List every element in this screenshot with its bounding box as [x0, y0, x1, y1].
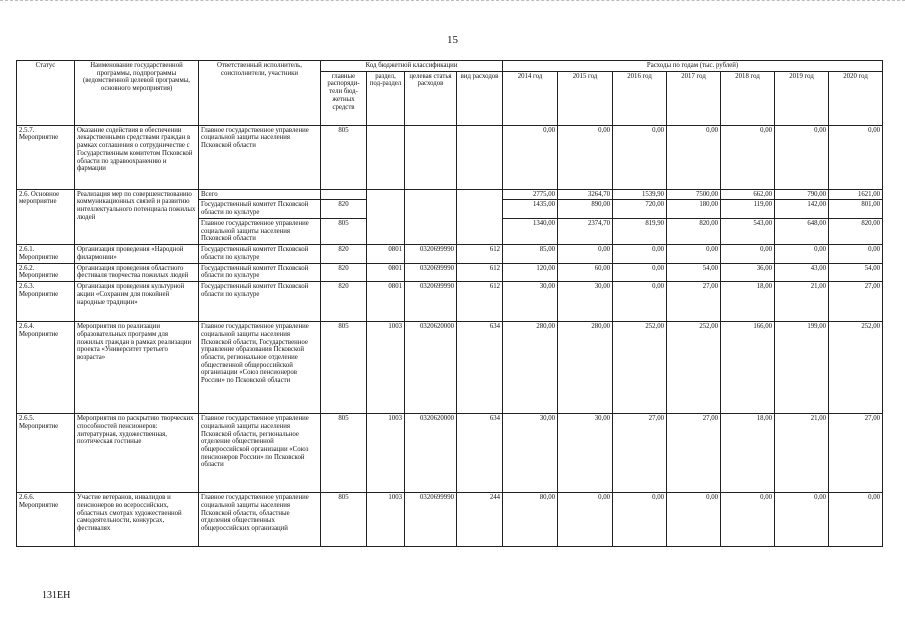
- row-executor: Главное государственное управление социальной защиты населения Псковской области, Государственное управление образования Псковской области, региональное отделение общественной общероссийской организации «Союз пенсионеров России» по Псковской области: [199, 322, 321, 414]
- row-executor: Главное государственное управление социальной защиты населения Псковской области, областные отделения общественных общероссийских организаций: [199, 493, 321, 547]
- cell-2014: 1435,00: [503, 200, 558, 218]
- header-expenses: Расходы по годам (тыс. рублей): [503, 61, 883, 72]
- row-status: 2.6.2. Мероприятие: [17, 263, 75, 281]
- cell-2015: 30,00: [558, 414, 613, 493]
- cell-2015: 280,00: [558, 322, 613, 414]
- cell-2016: 0,00: [613, 263, 667, 281]
- table-row: [17, 493, 883, 547]
- cell-2020: 54,00: [829, 263, 883, 281]
- cell-2020: 1621,00: [829, 189, 883, 200]
- row-razdel: 0801: [367, 282, 405, 322]
- cell-2018: 166,00: [721, 322, 775, 414]
- cell-2015: 30,00: [558, 282, 613, 322]
- row-razdel: 0801: [367, 245, 405, 263]
- cell-2020: 0,00: [829, 493, 883, 547]
- cell-2014: 2775,00: [503, 189, 558, 200]
- header-executor: Ответственный исполнитель, соисполнители, участники: [199, 61, 321, 126]
- row-expense-type: 634: [457, 322, 503, 414]
- cell-2019: 199,00: [775, 322, 829, 414]
- row-status: 2.5.7. Мероприятие: [17, 125, 75, 189]
- row-executor: Главное государственное управление социальной защиты населения Псковской области: [199, 218, 321, 244]
- row-target-article: 0320699990: [405, 493, 457, 547]
- row-name: Организация проведения культурной акции «Сохраним для покойней народные традиции»: [75, 282, 199, 322]
- header-target-article: целевая статья расходов: [405, 71, 457, 125]
- header-year-2018: 2018 год: [721, 71, 775, 125]
- row-status: 2.6.3. Мероприятие: [17, 282, 75, 322]
- table-row: [17, 125, 883, 189]
- header-row-1: [17, 61, 883, 72]
- row-razdel: [367, 125, 405, 189]
- cell-2018: 543,00: [721, 218, 775, 244]
- row-status: 2.6.6. Мероприятие: [17, 493, 75, 547]
- cell-2018: 36,00: [721, 263, 775, 281]
- cell-2016: 1539,90: [613, 189, 667, 200]
- cell-2020: 27,00: [829, 414, 883, 493]
- page-number: 15: [447, 34, 458, 46]
- row-expense-type: 634: [457, 414, 503, 493]
- row-target-article: [405, 125, 457, 189]
- row-grbs: 820: [321, 200, 367, 218]
- cell-2015: 60,00: [558, 263, 613, 281]
- cell-2016: 0,00: [613, 282, 667, 322]
- cell-2020: 801,00: [829, 200, 883, 218]
- cell-2017: 7500,00: [667, 189, 721, 200]
- cell-2019: 142,00: [775, 200, 829, 218]
- cell-2015: 3264,70: [558, 189, 613, 200]
- header-expense-type: вид расходов: [457, 71, 503, 125]
- row-status: 2.6.1. Мероприятие: [17, 245, 75, 263]
- row-target-article: 0320699990: [405, 263, 457, 281]
- row-name: Организация проведения областного фестиваля творчества пожилых людей: [75, 263, 199, 281]
- row-target-article: 0320620000: [405, 322, 457, 414]
- header-grbs: главные распоряди-тели бюд-жетных средств: [321, 71, 367, 125]
- cell-2018: 18,00: [721, 282, 775, 322]
- cell-2016: 0,00: [613, 125, 667, 189]
- footer-code: 131EH: [42, 590, 71, 601]
- cell-2014: 120,00: [503, 263, 558, 281]
- header-year-2019: 2019 год: [775, 71, 829, 125]
- cell-2017: 0,00: [667, 245, 721, 263]
- row-name: Организация проведения «Народной филармонии»: [75, 245, 199, 263]
- table-row: [17, 414, 883, 493]
- header-name: Наименование государственной программы, подпрограммы (ведомственной целевой программы, основного мероприятия): [75, 61, 199, 126]
- cell-2018: 18,00: [721, 414, 775, 493]
- table-row: [17, 282, 883, 322]
- row-razdel: 1003: [367, 493, 405, 547]
- header-year-2020: 2020 год: [829, 71, 883, 125]
- row-razdel: 1003: [367, 322, 405, 414]
- cell-2019: 0,00: [775, 245, 829, 263]
- cell-2014: 0,00: [503, 125, 558, 189]
- cell-2018: 0,00: [721, 245, 775, 263]
- cell-2015: 2374,70: [558, 218, 613, 244]
- cell-2016: 252,00: [613, 322, 667, 414]
- cell-2014: 80,00: [503, 493, 558, 547]
- row-executor: Государственный комитет Псковской области по культуре: [199, 245, 321, 263]
- row-grbs: [321, 189, 367, 200]
- cell-2020: 820,00: [829, 218, 883, 244]
- cell-2020: 0,00: [829, 245, 883, 263]
- cell-2019: 21,00: [775, 282, 829, 322]
- row-status: 2.6. Основное мероприятие: [17, 189, 75, 244]
- cell-2016: 0,00: [613, 245, 667, 263]
- row-grbs: 805: [321, 322, 367, 414]
- row-executor: Главное государственное управление социальной защиты населения Псковской области: [199, 125, 321, 189]
- row-target-article: 0320699990: [405, 245, 457, 263]
- row-razdel: [367, 189, 405, 244]
- row-executor: Главное государственное управление социальной защиты населения Псковской области, региональное отделение общественной общероссийской организации «Союз пенсионеров России» по Псковской области: [199, 414, 321, 493]
- cell-2019: 43,00: [775, 263, 829, 281]
- cell-2016: 0,00: [613, 493, 667, 547]
- cell-2017: 820,00: [667, 218, 721, 244]
- cell-2018: 662,00: [721, 189, 775, 200]
- row-grbs: 805: [321, 493, 367, 547]
- cell-2017: 54,00: [667, 263, 721, 281]
- page-top-rule: [0, 0, 905, 4]
- header-razdel: раздел, под-раздел: [367, 71, 405, 125]
- row-expense-type: [457, 125, 503, 189]
- cell-2019: 0,00: [775, 125, 829, 189]
- table-row: [17, 263, 883, 281]
- table-row: [17, 322, 883, 414]
- row-executor: Государственный комитет Псковской области по культуре: [199, 200, 321, 218]
- row-razdel: 1003: [367, 414, 405, 493]
- row-expense-type: 612: [457, 245, 503, 263]
- cell-2017: 0,00: [667, 493, 721, 547]
- budget-table: [16, 60, 883, 547]
- cell-2014: 280,00: [503, 322, 558, 414]
- row-razdel: 0801: [367, 263, 405, 281]
- row-target-article: [405, 189, 457, 244]
- cell-2018: 0,00: [721, 493, 775, 547]
- cell-2015: 0,00: [558, 245, 613, 263]
- row-status: 2.6.4. Мероприятие: [17, 322, 75, 414]
- cell-2018: 0,00: [721, 125, 775, 189]
- row-executor: Всего: [199, 189, 321, 200]
- cell-2015: 0,00: [558, 125, 613, 189]
- cell-2020: 252,00: [829, 322, 883, 414]
- row-target-article: 0320620000: [405, 414, 457, 493]
- cell-2016: 819,90: [613, 218, 667, 244]
- cell-2017: 0,00: [667, 125, 721, 189]
- header-year-2014: 2014 год: [503, 71, 558, 125]
- row-name: Мероприятия по реализации образовательных программ для пожилых граждан в рамках реализации проекта «Университет третьего возраста»: [75, 322, 199, 414]
- cell-2014: 30,00: [503, 282, 558, 322]
- row-status: 2.6.5. Мероприятие: [17, 414, 75, 493]
- cell-2014: 30,00: [503, 414, 558, 493]
- row-grbs: 820: [321, 245, 367, 263]
- row-grbs: 820: [321, 282, 367, 322]
- cell-2020: 0,00: [829, 125, 883, 189]
- header-year-2016: 2016 год: [613, 71, 667, 125]
- row-grbs: 805: [321, 218, 367, 244]
- cell-2015: 890,00: [558, 200, 613, 218]
- row-name: Оказание содействия в обеспечении лекарственными средствами граждан в рамках соглашения о сотрудничестве с Государственным комитетом Псковской области по здравоохранению и фармации: [75, 125, 199, 189]
- row-expense-type: [457, 189, 503, 244]
- row-grbs: 820: [321, 263, 367, 281]
- row-expense-type: 244: [457, 493, 503, 547]
- cell-2016: 720,00: [613, 200, 667, 218]
- header-budget-code: Код бюджетной классификации: [321, 61, 503, 72]
- cell-2017: 180,00: [667, 200, 721, 218]
- row-grbs: 805: [321, 414, 367, 493]
- header-status: Статус: [17, 61, 75, 126]
- row-expense-type: 612: [457, 263, 503, 281]
- table-row: [17, 245, 883, 263]
- cell-2017: 252,00: [667, 322, 721, 414]
- cell-2019: 648,00: [775, 218, 829, 244]
- row-grbs: 805: [321, 125, 367, 189]
- row-executor: Государственный комитет Псковской области по культуре: [199, 263, 321, 281]
- cell-2020: 27,00: [829, 282, 883, 322]
- cell-2015: 0,00: [558, 493, 613, 547]
- row-name: Реализация мер по совершенствованию коммуникационных связей и развитию интеллектуального потенциала пожилых людей: [75, 189, 199, 244]
- cell-2014: 1340,00: [503, 218, 558, 244]
- header-year-2017: 2017 год: [667, 71, 721, 125]
- cell-2019: 21,00: [775, 414, 829, 493]
- cell-2017: 27,00: [667, 414, 721, 493]
- table-row: [17, 189, 883, 200]
- row-name: Участие ветеранов, инвалидов и пенсионеров во всероссийских, областных смотрах художественной самодеятельности, конкурсах, фестивалях: [75, 493, 199, 547]
- cell-2017: 27,00: [667, 282, 721, 322]
- cell-2018: 119,00: [721, 200, 775, 218]
- row-executor: Государственный комитет Псковской области по культуре: [199, 282, 321, 322]
- header-year-2015: 2015 год: [558, 71, 613, 125]
- row-name: Мероприятия по раскрытию творческих способностей пенсионеров: литературная, художественная, поэтическая гостиные: [75, 414, 199, 493]
- row-expense-type: 612: [457, 282, 503, 322]
- cell-2019: 790,00: [775, 189, 829, 200]
- cell-2019: 0,00: [775, 493, 829, 547]
- cell-2014: 85,00: [503, 245, 558, 263]
- cell-2016: 27,00: [613, 414, 667, 493]
- row-target-article: 0320699990: [405, 282, 457, 322]
